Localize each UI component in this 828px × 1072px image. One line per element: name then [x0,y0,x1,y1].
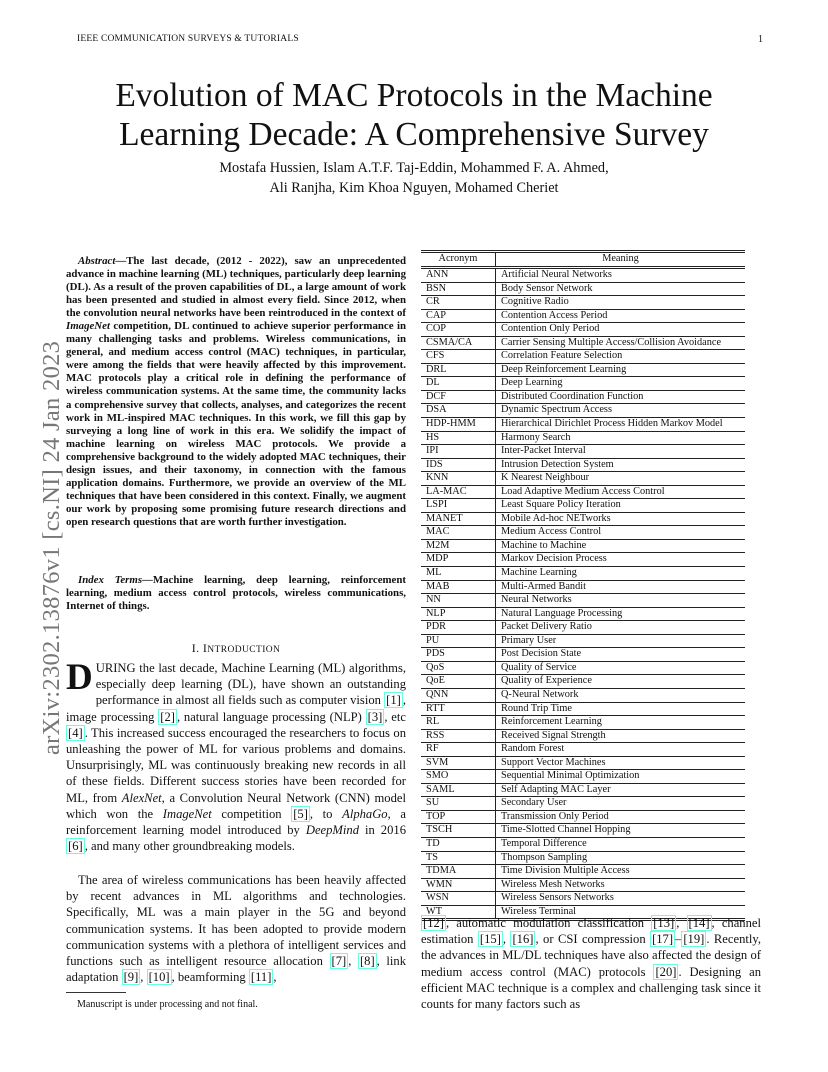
acronym-cell: DL [421,377,496,391]
table-row [421,472,745,486]
citation-link[interactable]: [15] [479,932,501,947]
meaning-cell: Post Decision State [496,648,746,662]
table-row [421,729,745,743]
meaning-cell: Self Adapting MAC Layer [496,783,746,797]
meaning-cell: Wireless Terminal [501,905,577,917]
table-row [421,865,745,879]
section-heading-introduction: I. INTRODUCTION [191,641,281,655]
meaning-cell: Deep Reinforcement Learning [496,363,746,377]
table-row [421,309,745,323]
meaning-cell: Wireless Mesh Networks [496,878,746,892]
table-row [421,661,745,675]
acronym-cell: HDP-HMM [421,418,496,432]
acronym-cell: SAML [421,783,496,797]
citation-link[interactable]: [12] [423,916,444,930]
table-row [421,824,745,838]
intro-paragraph-2-continued: [12] , automatic modulation classification [13] , [14] , channel estimation [15] , [16] , or CSI compression [17] – [19] . Recently, the advances in ML/DL techniques have also affected the design of medium access control (MAC) protocols [20] . Designing an efficient MAC technique is a complex and challenging task since it counts for many factors such as [421,916,761,1012]
acronym-cell: TD [421,837,496,851]
meaning-cell: Medium Access Control [496,526,746,540]
table-row [421,878,745,892]
acronym-cell: RTT [421,702,496,716]
table-row [421,282,745,296]
table-row [421,797,745,811]
citation-link[interactable]: [14] [688,916,710,930]
table-row [421,350,745,364]
citation-link[interactable]: [19] [683,932,705,947]
meaning-cell: Neural Networks [496,594,746,608]
meaning-cell: Correlation Feature Selection [496,350,746,364]
footnote: Manuscript is under processing and not final. [77,999,258,1010]
table-row [421,485,745,499]
citation-link[interactable]: [10] [148,970,170,985]
table-row [421,539,745,553]
acronym-cell: MANET [421,512,496,526]
meaning-cell: Time-Slotted Channel Hopping [496,824,746,838]
meaning-cell: Thompson Sampling [496,851,746,865]
table-row [421,268,745,283]
acronym-cell: MAC [421,526,496,540]
abstract-label: Abstract [78,255,116,267]
abstract: Abstract—The last decade, (2012 - 2022), saw an unprecedented advance in machine learning (ML) techniques, particularly deep learning (DL). As a result of the proven capabilities of DL, a large amount of work has been presented and studied in almost every field. Since 2012, when the convolution neural networks have been reintroduced in the context of ImageNet competition, DL continued to achieve superior performance in many challenging tasks and problems. Wireless communications, in general, and medium access control (MAC) techniques, in particular, were among the fields that were heavily affected by this improvement. MAC protocols play a critical role in defining the performance of wireless communication systems. At the same time, the community lacks a comprehensive survey that collects, analyses, and categorizes the recent work in ML-inspired MAC techniques. In this work, we fill this gap by surveying a long line of work in this era. We solidify the impact of machine learning on wireless MAC protocols. We provide a comprehensive background to the widely adopted MAC techniques, their design issues, and their taxonomy, in connection with the famous application domains. Furthermore, we provide an overview of the ML techniques that have been considered in this context. Finally, we augment our work by proposing some promising future research directions and open research questions that are worth further investigation. [66,255,406,528]
meaning-cell: Markov Decision Process [496,553,746,567]
meaning-cell: Least Square Policy Iteration [496,499,746,513]
table-row [421,567,745,581]
meaning-cell: Contention Access Period [496,309,746,323]
meaning-cell: Machine Learning [496,567,746,581]
acronym-cell: SVM [421,756,496,770]
meaning-cell: Transmission Only Period [496,810,746,824]
footnote-rule [66,992,126,993]
table-row [421,648,745,662]
table-row [421,716,745,730]
citation-link[interactable]: [2] [160,709,175,724]
citation-link[interactable]: [13] [653,916,675,930]
acronym-cell: SU [421,797,496,811]
acronym-cell: SMO [421,770,496,784]
acronym-cell: IPI [421,445,496,459]
table-row [421,377,745,391]
meaning-cell: Carrier Sensing Multiple Access/Collision Avoidance [496,336,746,350]
table-row [421,553,745,567]
acronym-cell: BSN [421,282,496,296]
meaning-cell: Wireless Sensors Networks [496,892,746,906]
acronym-cell: CAP [421,309,496,323]
table-row [421,688,745,702]
meaning-cell: Secondary User [496,797,746,811]
meaning-cell: Hierarchical Dirichlet Process Hidden Markov Model [496,418,746,432]
table-row [421,783,745,797]
citation-link[interactable]: [4] [68,725,83,740]
table-row [421,445,745,459]
column-header-meaning: Meaning [496,252,746,268]
meaning-cell: Time Division Multiple Access [496,865,746,879]
author-list [60,158,768,198]
acronym-cell: QoS [421,661,496,675]
acronym-cell: ML [421,567,496,581]
acronym-table [421,250,745,921]
table-row [421,837,745,851]
meaning-cell: Multi-Armed Bandit [496,580,746,594]
meaning-cell: Random Forest [496,743,746,757]
table-row [421,336,745,350]
arxiv-stamp[interactable]: arXiv:2302.13876v1 [cs.NI] 24 Jan 2023 [38,340,65,755]
acronym-cell: CSMA/CA [421,336,496,350]
meaning-cell: Machine to Machine [496,539,746,553]
acronym-cell: HS [421,431,496,445]
meaning-cell: Quality of Service [496,661,746,675]
citation-link[interactable]: [11] [250,970,272,985]
acronym-cell: M2M [421,539,496,553]
meaning-cell: Harmony Search [496,431,746,445]
table-row [421,770,745,784]
acronym-cell: DSA [421,404,496,418]
author-line-2: Ali Ranjha, Kim Khoa Nguyen, Mohamed Cheriet [269,180,559,196]
table-row [421,892,745,906]
acronym-cell: NLP [421,607,496,621]
table-row [421,621,745,635]
meaning-cell: K Nearest Neighbour [496,472,746,486]
citation-link[interactable]: [6] [68,839,83,854]
table-row [421,512,745,526]
meaning-cell: Distributed Coordination Function [496,390,746,404]
meaning-cell: Q-Neural Network [496,688,746,702]
acronym-cell: PDS [421,648,496,662]
table-row [421,810,745,824]
table-row [421,756,745,770]
acronym-cell: DCF [421,390,496,404]
acronym-cell: MDP [421,553,496,567]
citation-link[interactable]: [17] [652,932,674,947]
table-row [421,702,745,716]
meaning-cell: Round Trip Time [496,702,746,716]
table-row [421,363,745,377]
paper-title: Evolution of MAC Protocols in the Machine Learning Decade: A Comprehensive Survey [115,77,713,153]
citation-link[interactable]: [7] [331,954,347,969]
acronym-cell: LSPI [421,499,496,513]
table-header-row [421,252,745,268]
acronym-cell: DRL [421,363,496,377]
acronym-cell: CFS [421,350,496,364]
meaning-cell: Temporal Difference [496,837,746,851]
citation-link[interactable]: [9] [123,970,139,985]
column-header-acronym: Acronym [421,252,496,268]
acronym-cell: WT [421,905,496,920]
meaning-cell: Inter-Packet Interval [496,445,746,459]
acronym-table-body [421,268,745,920]
table-row [421,526,745,540]
meaning-cell: Cognitive Radio [496,296,746,310]
meaning-cell: Natural Language Processing [496,607,746,621]
acronym-cell: TDMA [421,865,496,879]
table-row [421,634,745,648]
acronym-cell: RSS [421,729,496,743]
acronym-cell: COP [421,323,496,337]
acronym-cell: MAB [421,580,496,594]
meaning-cell: Packet Delivery Ratio [496,621,746,635]
author-line-1: Mostafa Hussien, Islam A.T.F. Taj-Eddin, Mohammed F. A. Ahmed, [219,160,609,176]
acronym-cell: RF [421,743,496,757]
acronym-cell: WMN [421,878,496,892]
meaning-cell: Body Sensor Network [496,282,746,296]
table-row [421,594,745,608]
acronym-cell: TSCH [421,824,496,838]
acronym-cell: TOP [421,810,496,824]
acronym-cell: RL [421,716,496,730]
meaning-cell: Load Adaptive Medium Access Control [496,485,746,499]
acronym-cell: QNN [421,688,496,702]
acronym-cell: QoE [421,675,496,689]
table-row [421,404,745,418]
acronym-cell: ANN [421,268,496,283]
running-header: IEEE COMMUNICATION SURVEYS & TUTORIALS [77,34,299,44]
meaning-cell: Mobile Ad-hoc NETworks [496,512,746,526]
acronym-cell: KNN [421,472,496,486]
meaning-cell: Contention Only Period [496,323,746,337]
meaning-cell: Received Signal Strength [496,729,746,743]
citation-link[interactable]: [3] [367,709,383,724]
acronym-cell: TS [421,851,496,865]
index-terms: Index Terms—Machine learning, deep learning, reinforcement learning, medium access control protocols, wireless communications, Internet of things. [66,574,406,613]
table-row [421,607,745,621]
citation-link[interactable]: [8] [359,954,375,969]
citation-link[interactable]: [16] [512,932,534,947]
citation-link[interactable]: [1] [386,693,401,708]
meaning-cell: Support Vector Machines [496,756,746,770]
page-number: 1 [758,34,763,45]
meaning-cell: Intrusion Detection System [496,458,746,472]
meaning-cell: Sequential Minimal Optimization [496,770,746,784]
table-row [421,323,745,337]
acronym-cell: IDS [421,458,496,472]
table-row [421,743,745,757]
table-row [421,851,745,865]
table-row [421,580,745,594]
table-row [421,296,745,310]
acronym-cell: PDR [421,621,496,635]
meaning-cell: Reinforcement Learning [496,716,746,730]
intro-paragraph-2: The area of wireless communications has been heavily affected by recent advances in ML algorithms and technologies. Specifically, ML was a main player in the 5G and beyond communication systems. It has been adopted to provide modern communication systems with a plethora of intelligent services and functions such as intelligent resource allocation [7] , [8] , link adaptation [9] , [10] , beamforming [11] , [66,873,406,985]
acronym-cell: PU [421,634,496,648]
meaning-cell: Dynamic Spectrum Access [496,404,746,418]
table-row [421,458,745,472]
table-row [421,675,745,689]
meaning-cell: Quality of Experience [496,675,746,689]
citation-link[interactable]: [20] [655,964,677,979]
index-terms-label: Index Terms [78,574,143,586]
meaning-cell: Deep Learning [496,377,746,391]
table-row [421,418,745,432]
drop-cap: D [66,657,93,698]
intro-paragraph-1: DURING the last decade, Machine Learning (ML) algorithms, especially deep learning (DL), have shown an outstanding performance in almost all fields such as computer vision [1] , image processing [2] , natural language processing (NLP) [3] , etc [4] . This increased success encouraged the researchers to focus on unleashing the power of ML for various problems and domains. Unsurprisingly, ML was continuously breaking new records in all of these fields. Different success stories have been recorded for ML, from AlexNet, a Convolution Neural Network (CNN) model which won the ImageNet competition [5] , to AlphaGo, a reinforcement learning model introduced by DeepMind in 2016 [6] , and many other groundbreaking models. [66,657,406,854]
acronym-cell: LA-MAC [421,485,496,499]
acronym-cell: CR [421,296,496,310]
meaning-cell: Primary User [496,634,746,648]
acronym-cell: WSN [421,892,496,906]
table-row [421,499,745,513]
table-row [421,390,745,404]
table-row [421,431,745,445]
acronym-cell: NN [421,594,496,608]
citation-link[interactable]: [5] [293,806,308,821]
meaning-cell: Artificial Neural Networks [496,268,746,283]
